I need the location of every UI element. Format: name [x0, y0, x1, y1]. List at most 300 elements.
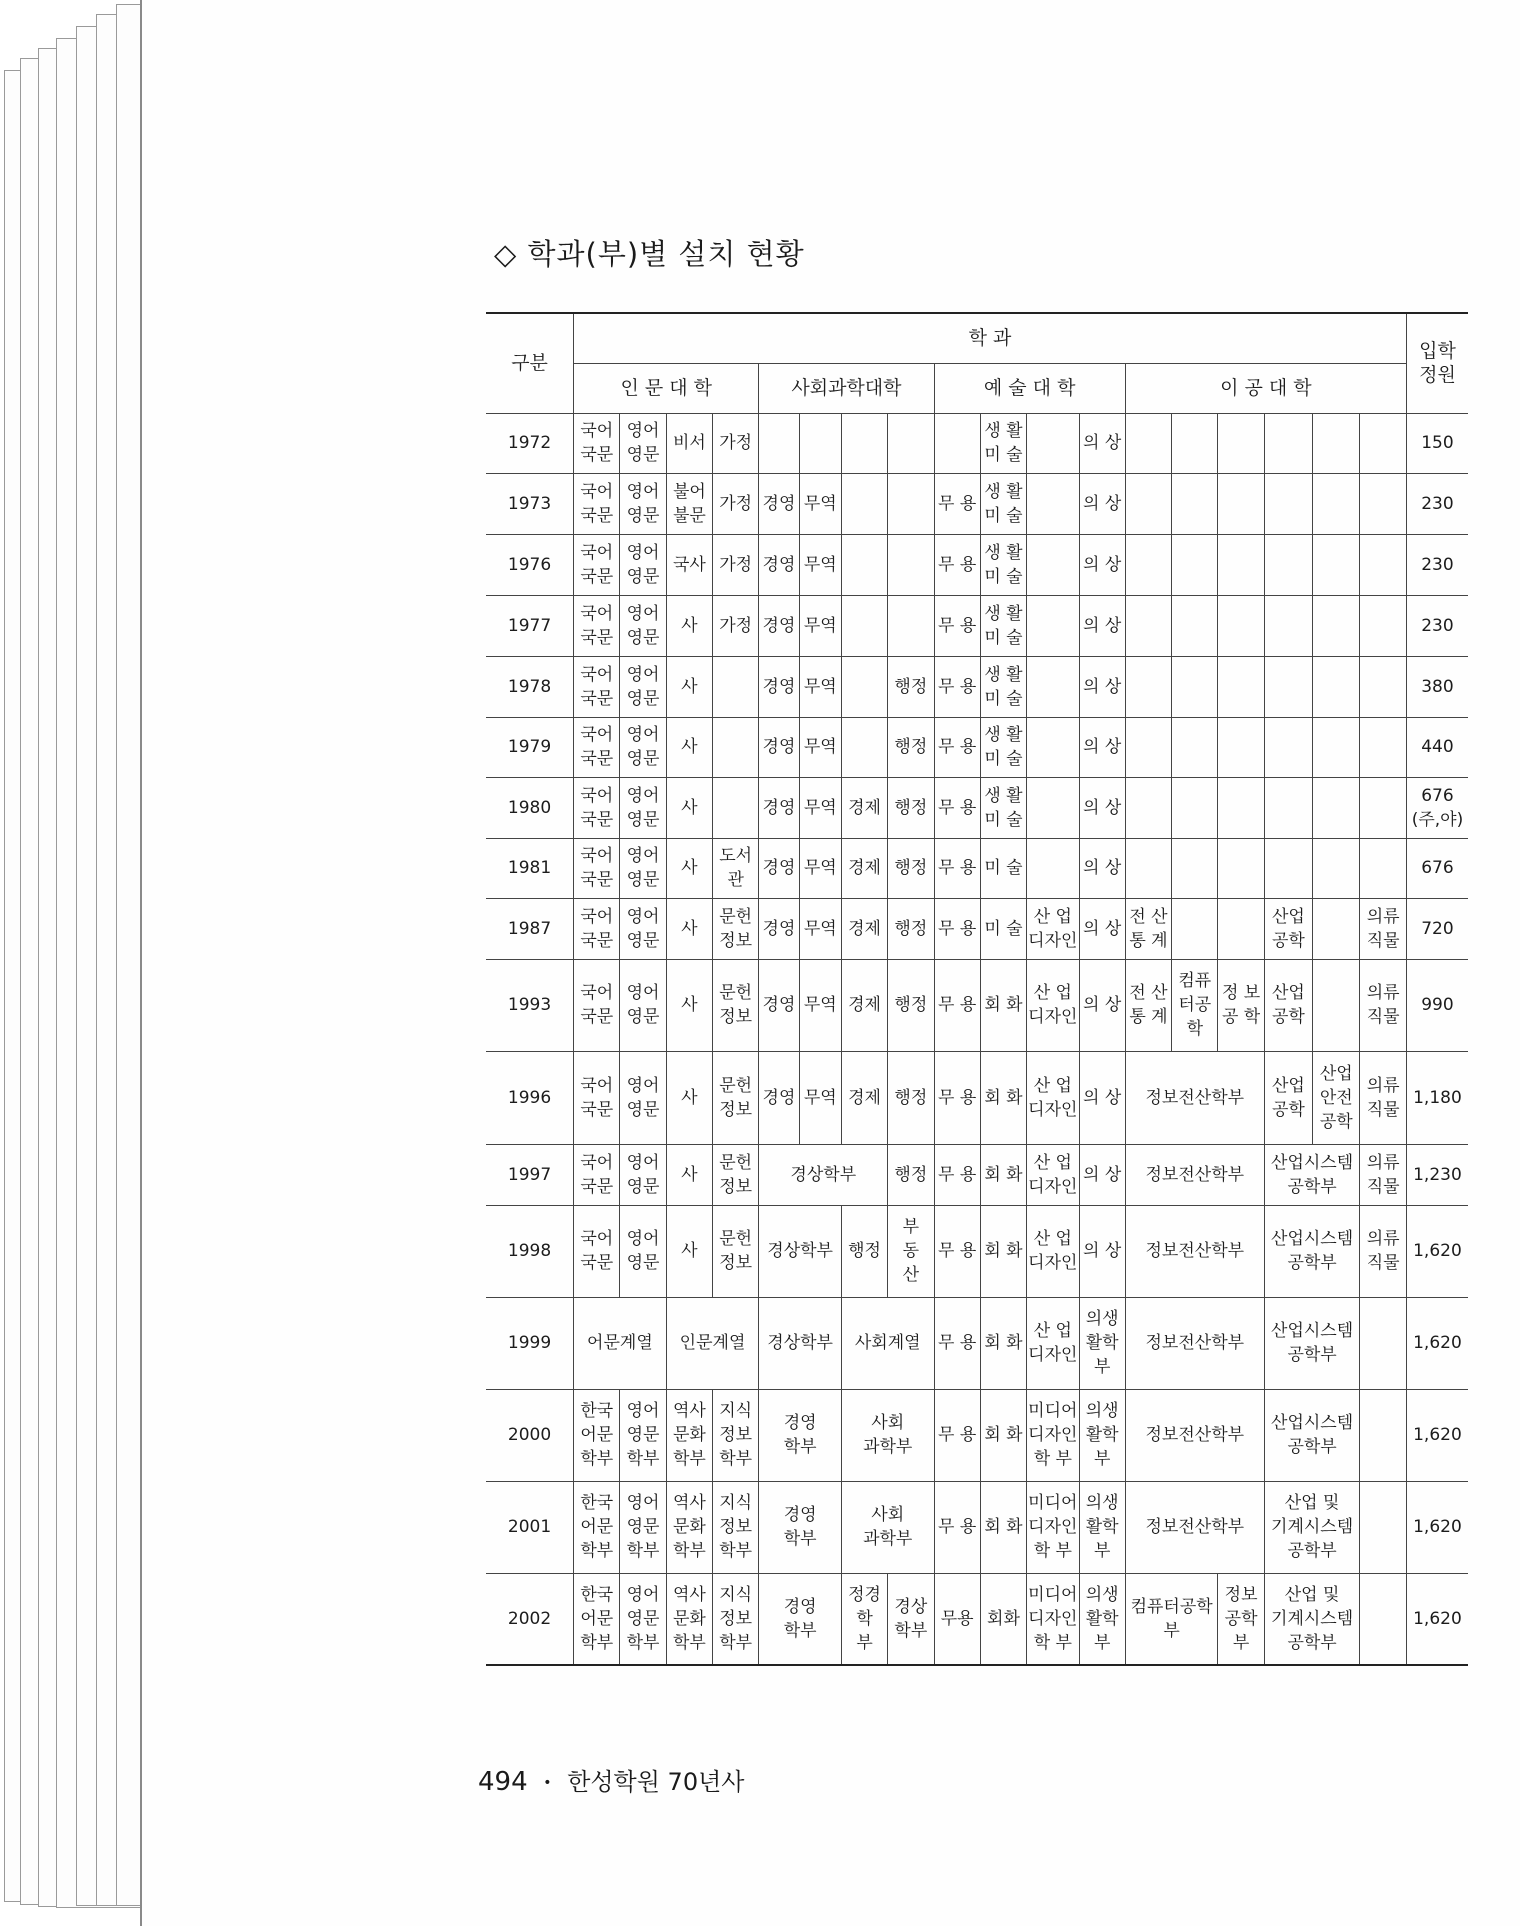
dept-cell [888, 595, 934, 656]
dept-cell: 행정 [888, 1144, 934, 1205]
dept-cell [713, 656, 759, 717]
dept-cell: 회 화 [980, 1205, 1026, 1297]
dept-cell: 역사 문화 학부 [666, 1389, 712, 1481]
dept-cell [1360, 1389, 1407, 1481]
dept-cell [1313, 838, 1360, 898]
dept-cell: 영어 영문 [620, 1205, 666, 1297]
dept-cell: 영어 영문 [620, 473, 666, 534]
dept-cell: 무 용 [934, 1389, 980, 1481]
dept-cell [888, 473, 934, 534]
dept-cell: 무역 [799, 534, 841, 595]
dept-cell [1360, 1573, 1407, 1665]
dept-cell: 사회계열 [841, 1297, 934, 1389]
dept-cell [1313, 413, 1360, 473]
dept-cell: 국어 국문 [574, 534, 620, 595]
dept-cell: 의 상 [1079, 1051, 1125, 1144]
dept-cell: 회 화 [980, 1297, 1026, 1389]
dept-cell: 의생 활학 부 [1079, 1389, 1125, 1481]
dept-cell: 국어 국문 [574, 413, 620, 473]
dept-cell: 무역 [799, 473, 841, 534]
dept-cell [1360, 595, 1407, 656]
dept-cell [713, 777, 759, 838]
dept-cell: 국어 국문 [574, 1051, 620, 1144]
dept-cell: 지식 정보 학부 [713, 1389, 759, 1481]
dept-cell [1264, 534, 1312, 595]
table-row [486, 534, 1468, 595]
footer-separator: • [543, 1775, 552, 1791]
dept-cell [1218, 656, 1264, 717]
dept-cell: 행정 [888, 898, 934, 959]
dept-cell: 경제 [841, 1051, 887, 1144]
dept-cell [841, 717, 887, 777]
dept-cell [1125, 838, 1171, 898]
dept-cell: 산업 및 기계시스템 공학부 [1264, 1481, 1360, 1573]
table-row [486, 595, 1468, 656]
dept-cell: 가정 [713, 595, 759, 656]
dept-cell: 의 상 [1079, 413, 1125, 473]
dept-cell: 국어 국문 [574, 1205, 620, 1297]
dept-cell: 경상학부 [759, 1297, 842, 1389]
dept-cell [1218, 534, 1264, 595]
capacity-cell: 150 [1406, 413, 1468, 473]
dept-cell: 경영 [759, 473, 799, 534]
dept-cell: 행정 [888, 777, 934, 838]
capacity-cell: 1,230 [1406, 1144, 1468, 1205]
dept-cell [1264, 777, 1312, 838]
dept-cell [1172, 777, 1218, 838]
dept-cell [1027, 838, 1079, 898]
dept-cell: 한국 어문 학부 [574, 1481, 620, 1573]
dept-cell: 영어 영문 [620, 1051, 666, 1144]
dept-cell: 미 술 [980, 898, 1026, 959]
dept-cell: 무용 [934, 1573, 980, 1665]
year-cell: 1996 [486, 1051, 574, 1144]
dept-cell: 국어 국문 [574, 1144, 620, 1205]
dept-cell: 무 용 [934, 473, 980, 534]
dept-cell [759, 413, 799, 473]
dept-cell: 행정 [888, 959, 934, 1051]
dept-cell: 문헌 정보 [713, 959, 759, 1051]
dept-cell [1172, 413, 1218, 473]
table-row [486, 717, 1468, 777]
dept-cell: 국어 국문 [574, 898, 620, 959]
dept-cell: 사 [666, 777, 712, 838]
dept-cell: 역사 문화 학부 [666, 1481, 712, 1573]
year-cell: 1981 [486, 838, 574, 898]
dept-cell [1218, 898, 1264, 959]
dept-cell: 정보전산학부 [1125, 1051, 1264, 1144]
dept-cell [1264, 473, 1312, 534]
dept-cell [1313, 473, 1360, 534]
dept-cell: 경영 [759, 656, 799, 717]
dept-cell [1027, 413, 1079, 473]
dept-cell: 경영 학부 [759, 1573, 842, 1665]
dept-cell: 산 업 디자인 [1027, 898, 1079, 959]
dept-cell: 무역 [799, 656, 841, 717]
dept-cell: 산업 공학 [1264, 898, 1312, 959]
dept-cell: 컴퓨터공학 부 [1125, 1573, 1218, 1665]
year-cell: 1997 [486, 1144, 574, 1205]
dept-cell [1172, 838, 1218, 898]
dept-cell: 의류 직물 [1360, 1144, 1407, 1205]
dept-cell: 산업 안전 공학 [1313, 1051, 1360, 1144]
dept-cell: 무 용 [934, 838, 980, 898]
dept-cell: 생 활 미 술 [980, 656, 1026, 717]
table-row [486, 1051, 1468, 1144]
dept-cell [1360, 717, 1407, 777]
dept-cell: 의생 활학 부 [1079, 1573, 1125, 1665]
dept-cell: 사 [666, 898, 712, 959]
dept-cell [1313, 717, 1360, 777]
dept-cell: 경영 [759, 534, 799, 595]
dept-cell: 무 용 [934, 1144, 980, 1205]
dept-cell [1125, 717, 1171, 777]
dept-cell [1172, 534, 1218, 595]
dept-cell: 경제 [841, 959, 887, 1051]
dept-cell [799, 413, 841, 473]
dept-cell: 부 동 산 [888, 1205, 934, 1297]
dept-cell: 사 [666, 595, 712, 656]
dept-cell [1172, 717, 1218, 777]
year-cell: 1987 [486, 898, 574, 959]
dept-cell [1172, 595, 1218, 656]
dept-cell [1360, 413, 1407, 473]
dept-cell: 미디어 디자인 학 부 [1027, 1573, 1079, 1665]
dept-cell [1125, 595, 1171, 656]
dept-cell [1313, 959, 1360, 1051]
dept-cell [1360, 473, 1407, 534]
dept-cell: 무역 [799, 1051, 841, 1144]
dept-cell: 경영 [759, 898, 799, 959]
header-college: 예 술 대 학 [934, 363, 1125, 413]
dept-cell: 전 산 통 계 [1125, 898, 1171, 959]
capacity-cell: 230 [1406, 534, 1468, 595]
dept-cell: 경영 [759, 838, 799, 898]
dept-cell: 산 업 디자인 [1027, 1205, 1079, 1297]
capacity-cell: 1,620 [1406, 1297, 1468, 1389]
dept-cell: 문헌 정보 [713, 1144, 759, 1205]
dept-cell: 산업 공학 [1264, 1051, 1312, 1144]
table-row [486, 656, 1468, 717]
dept-cell [1264, 656, 1312, 717]
dept-cell: 산업시스템 공학부 [1264, 1205, 1360, 1297]
dept-cell: 미 술 [980, 838, 1026, 898]
dept-cell [1172, 656, 1218, 717]
dept-cell: 가정 [713, 534, 759, 595]
dept-cell: 무 용 [934, 1297, 980, 1389]
capacity-cell: 676 [1406, 838, 1468, 898]
dept-cell: 지식 정보 학부 [713, 1481, 759, 1573]
table-row [486, 959, 1468, 1051]
dept-cell: 가정 [713, 413, 759, 473]
capacity-cell: 230 [1406, 595, 1468, 656]
dept-cell: 의류 직물 [1360, 959, 1407, 1051]
dept-cell [1218, 595, 1264, 656]
dept-cell: 생 활 미 술 [980, 595, 1026, 656]
dept-cell [934, 413, 980, 473]
dept-cell: 경상학부 [759, 1144, 888, 1205]
dept-cell [1264, 838, 1312, 898]
dept-cell: 무 용 [934, 1481, 980, 1573]
dept-cell: 생 활 미 술 [980, 473, 1026, 534]
dept-cell: 회 화 [980, 959, 1026, 1051]
dept-cell: 무 용 [934, 777, 980, 838]
dept-cell: 국사 [666, 534, 712, 595]
dept-cell: 국어 국문 [574, 473, 620, 534]
dept-cell: 산업시스템 공학부 [1264, 1297, 1360, 1389]
dept-cell: 경영 학부 [759, 1389, 842, 1481]
dept-cell [1218, 413, 1264, 473]
year-cell: 1993 [486, 959, 574, 1051]
capacity-cell: 440 [1406, 717, 1468, 777]
dept-cell: 영어 영문 [620, 595, 666, 656]
dept-cell: 경제 [841, 898, 887, 959]
dept-cell: 의 상 [1079, 534, 1125, 595]
dept-cell: 생 활 미 술 [980, 534, 1026, 595]
dept-cell: 사회 과학부 [841, 1389, 934, 1481]
book-page [140, 0, 1520, 1926]
dept-cell: 무 용 [934, 717, 980, 777]
dept-cell: 경영 [759, 717, 799, 777]
dept-cell: 산 업 디자인 [1027, 1051, 1079, 1144]
dept-cell: 의 상 [1079, 717, 1125, 777]
dept-cell [1172, 473, 1218, 534]
dept-cell: 행정 [888, 656, 934, 717]
dept-cell: 의 상 [1079, 898, 1125, 959]
dept-cell: 무 용 [934, 959, 980, 1051]
capacity-cell: 1,620 [1406, 1573, 1468, 1665]
year-cell: 2001 [486, 1481, 574, 1573]
dept-cell: 행정 [841, 1205, 887, 1297]
dept-cell: 가정 [713, 473, 759, 534]
dept-cell: 문헌 정보 [713, 1051, 759, 1144]
year-cell: 1972 [486, 413, 574, 473]
dept-cell: 미디어 디자인 학 부 [1027, 1389, 1079, 1481]
dept-cell: 경제 [841, 777, 887, 838]
dept-cell: 도서 관 [713, 838, 759, 898]
dept-cell: 생 활 미 술 [980, 413, 1026, 473]
dept-cell [841, 534, 887, 595]
dept-cell: 국어 국문 [574, 959, 620, 1051]
dept-cell: 영어 영문 [620, 413, 666, 473]
dept-cell: 행정 [888, 1051, 934, 1144]
dept-cell: 무역 [799, 717, 841, 777]
dept-cell: 의류 직물 [1360, 1051, 1407, 1144]
dept-cell: 의생 활학 부 [1079, 1297, 1125, 1389]
header-college: 인 문 대 학 [574, 363, 759, 413]
dept-cell [1360, 838, 1407, 898]
dept-cell: 의 상 [1079, 473, 1125, 534]
dept-cell [1027, 717, 1079, 777]
dept-cell: 행정 [888, 717, 934, 777]
dept-cell: 의생 활학 부 [1079, 1481, 1125, 1573]
dept-cell: 의 상 [1079, 595, 1125, 656]
dept-cell: 한국 어문 학부 [574, 1389, 620, 1481]
capacity-cell: 990 [1406, 959, 1468, 1051]
dept-cell: 회 화 [980, 1389, 1026, 1481]
year-cell: 2000 [486, 1389, 574, 1481]
dept-cell: 정보 공학 부 [1218, 1573, 1264, 1665]
table-row [486, 1389, 1468, 1481]
dept-cell: 산 업 디자인 [1027, 959, 1079, 1051]
year-cell: 1978 [486, 656, 574, 717]
table-row [486, 838, 1468, 898]
dept-cell: 사 [666, 1051, 712, 1144]
dept-cell: 무역 [799, 595, 841, 656]
dept-cell: 불어 불문 [666, 473, 712, 534]
dept-cell: 무역 [799, 898, 841, 959]
dept-cell: 영어 영문 [620, 717, 666, 777]
dept-cell: 무 용 [934, 656, 980, 717]
dept-cell: 회화 [980, 1573, 1026, 1665]
dept-cell: 정보전산학부 [1125, 1481, 1264, 1573]
dept-cell: 경상 학부 [888, 1573, 934, 1665]
dept-cell: 의 상 [1079, 656, 1125, 717]
dept-cell: 영어 영문 [620, 656, 666, 717]
year-cell: 1979 [486, 717, 574, 777]
dept-cell: 전 산 통 계 [1125, 959, 1171, 1051]
dept-cell: 정보전산학부 [1125, 1144, 1264, 1205]
year-cell: 1980 [486, 777, 574, 838]
dept-cell: 생 활 미 술 [980, 777, 1026, 838]
dept-cell: 무역 [799, 777, 841, 838]
table-row [486, 1297, 1468, 1389]
dept-cell [841, 413, 887, 473]
header-col-label: 구분 [486, 313, 574, 413]
dept-cell: 영어 영문 학부 [620, 1573, 666, 1665]
dept-cell: 산업 및 기계시스템 공학부 [1264, 1573, 1360, 1665]
dept-cell: 국어 국문 [574, 656, 620, 717]
table-row [486, 1481, 1468, 1573]
dept-cell: 산 업 디자인 [1027, 1297, 1079, 1389]
header-capacity-label: 입학 정원 [1406, 313, 1468, 413]
year-cell: 1999 [486, 1297, 574, 1389]
dept-cell: 한국 어문 학부 [574, 1573, 620, 1665]
dept-cell [1027, 534, 1079, 595]
dept-cell: 미디어 디자인 학 부 [1027, 1481, 1079, 1573]
dept-cell: 산업시스템 공학부 [1264, 1389, 1360, 1481]
dept-cell [1360, 1481, 1407, 1573]
dept-cell: 사 [666, 959, 712, 1051]
dept-cell: 영어 영문 [620, 898, 666, 959]
table-row [486, 898, 1468, 959]
capacity-cell: 1,180 [1406, 1051, 1468, 1144]
department-history-table [486, 312, 1468, 1666]
dept-cell: 무 용 [934, 595, 980, 656]
dept-cell: 사 [666, 1205, 712, 1297]
dept-cell: 생 활 미 술 [980, 717, 1026, 777]
table-row [486, 1205, 1468, 1297]
header-college: 사회과학대학 [759, 363, 934, 413]
section-title: ◇ 학과(부)별 설치 현황 [494, 237, 805, 271]
dept-cell: 사 [666, 838, 712, 898]
dept-cell: 무역 [799, 838, 841, 898]
dept-cell: 의 상 [1079, 777, 1125, 838]
dept-cell: 국어 국문 [574, 777, 620, 838]
dept-cell [1125, 473, 1171, 534]
dept-cell [1264, 717, 1312, 777]
dept-cell: 정보전산학부 [1125, 1205, 1264, 1297]
dept-cell: 회 화 [980, 1481, 1026, 1573]
dept-cell: 무 용 [934, 1051, 980, 1144]
header-group-label: 학 과 [574, 313, 1407, 363]
dept-cell: 경제 [841, 838, 887, 898]
dept-cell: 사 [666, 656, 712, 717]
dept-cell [1360, 534, 1407, 595]
capacity-cell: 1,620 [1406, 1389, 1468, 1481]
dept-cell: 산 업 디자인 [1027, 1144, 1079, 1205]
dept-cell: 의 상 [1079, 1205, 1125, 1297]
dept-cell: 문헌 정보 [713, 1205, 759, 1297]
dept-cell: 경영 [759, 959, 799, 1051]
page-number: 494 [478, 1767, 528, 1797]
dept-cell: 경영 [759, 1051, 799, 1144]
dept-cell [1313, 656, 1360, 717]
capacity-cell: 720 [1406, 898, 1468, 959]
dept-cell [1027, 656, 1079, 717]
dept-cell: 영어 영문 [620, 777, 666, 838]
dept-cell: 영어 영문 [620, 959, 666, 1051]
dept-cell [1218, 473, 1264, 534]
dept-cell: 정보전산학부 [1125, 1389, 1264, 1481]
dept-cell [1360, 1297, 1407, 1389]
dept-cell: 회 화 [980, 1144, 1026, 1205]
dept-cell: 경영 [759, 777, 799, 838]
dept-cell [1313, 898, 1360, 959]
dept-cell: 의 상 [1079, 838, 1125, 898]
dept-cell: 어문계열 [574, 1297, 667, 1389]
capacity-cell: 230 [1406, 473, 1468, 534]
dept-cell: 정경학 부 [841, 1573, 887, 1665]
dept-cell [1360, 656, 1407, 717]
dept-cell: 문헌 정보 [713, 898, 759, 959]
dept-cell: 무역 [799, 959, 841, 1051]
dept-cell: 국어 국문 [574, 595, 620, 656]
table-row [486, 777, 1468, 838]
dept-cell [1125, 534, 1171, 595]
book-title: 한성학원 70년사 [567, 1768, 745, 1796]
dept-cell [1264, 413, 1312, 473]
dept-cell: 사 [666, 717, 712, 777]
dept-cell: 국어 국문 [574, 838, 620, 898]
dept-cell: 역사 문화 학부 [666, 1573, 712, 1665]
header-college: 이 공 대 학 [1125, 363, 1406, 413]
table-row [486, 473, 1468, 534]
dept-cell: 의류 직물 [1360, 898, 1407, 959]
year-cell: 1976 [486, 534, 574, 595]
dept-cell: 무 용 [934, 898, 980, 959]
year-cell: 1977 [486, 595, 574, 656]
year-cell: 1973 [486, 473, 574, 534]
dept-cell [1218, 717, 1264, 777]
page-footer [478, 1762, 744, 1797]
dept-cell: 의 상 [1079, 959, 1125, 1051]
dept-cell: 영어 영문 학부 [620, 1389, 666, 1481]
year-cell: 2002 [486, 1573, 574, 1665]
dept-cell [888, 413, 934, 473]
dept-cell: 행정 [888, 838, 934, 898]
dept-cell [1313, 777, 1360, 838]
dept-cell [1125, 777, 1171, 838]
dept-cell: 무 용 [934, 1205, 980, 1297]
dept-cell: 의류 직물 [1360, 1205, 1407, 1297]
dept-cell: 컴퓨 터공 학 [1172, 959, 1218, 1051]
dept-cell: 지식 정보 학부 [713, 1573, 759, 1665]
dept-cell: 사회 과학부 [841, 1481, 934, 1573]
dept-cell: 영어 영문 [620, 1144, 666, 1205]
dept-cell: 비서 [666, 413, 712, 473]
dept-cell [1125, 413, 1171, 473]
